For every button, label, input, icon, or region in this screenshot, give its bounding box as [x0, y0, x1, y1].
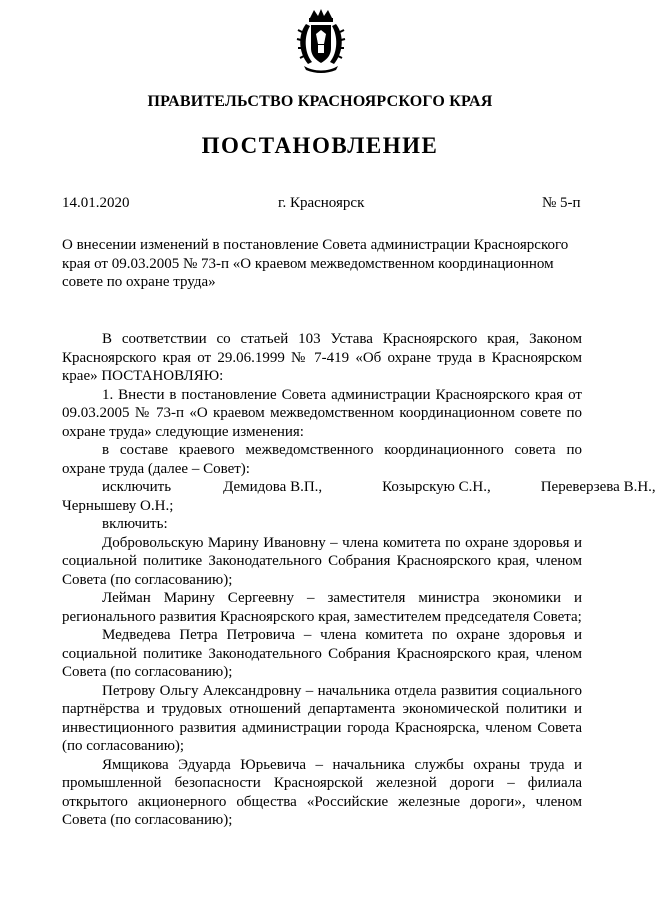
- include-label: включить:: [102, 516, 168, 532]
- excluded-members-line: [62, 478, 656, 497]
- document-body: [62, 330, 656, 830]
- included-member-paragraph: Добровольскую Марину Ивановну – члена комитета по охране здоровья и социальной политике Законодательного Собрания Красноярского края, членом Совета (по согласованию);: [62, 534, 582, 588]
- coat-of-arms-emblem: [296, 8, 346, 74]
- exclude-label: исключить: [102, 479, 172, 495]
- excluded-member: Переверзева В.Н.,: [540, 479, 656, 495]
- government-name-heading: ПРАВИТЕЛЬСТВО КРАСНОЯРСКОГО КРАЯ: [147, 93, 493, 110]
- document-subject: О внесении изменений в постановление Совета администрации Красноярского края от 09.03.2005 № 73-п «О краевом межведомственном координационном совете по охране труда»: [62, 237, 569, 290]
- document-type-title: ПОСТАНОВЛЕНИЕ: [201, 133, 439, 158]
- document-date: 14.01.2020: [62, 195, 130, 211]
- included-member-paragraph: Лейман Марину Сергеевну – заместителя министра экономики и регионального развития Красноярского края, заместителем председателя Совета;: [62, 590, 582, 625]
- preamble-paragraph: В соответствии со статьей 103 Устава Красноярского края, Законом Красноярского края от 29.06.1999 № 7-419 «Об охране труда в Красноярском крае» ПОСТАНОВЛЯЮ:: [62, 331, 582, 384]
- composition-intro-paragraph: в составе краевого межведомственного координационного совета по охране труда (далее – Совет):: [62, 442, 582, 477]
- excluded-member: Чернышеву О.Н.;: [62, 497, 174, 514]
- document-number: № 5-п: [542, 195, 581, 211]
- item-1-paragraph: 1. Внести в постановление Совета администрации Красноярского края от 09.03.2005 № 73-п «О краевом межведомственном координационном совете по охране труда» следующие изменения:: [62, 386, 582, 440]
- document-city: г. Красноярск: [278, 195, 365, 211]
- excluded-member: Демидова В.П.,: [223, 479, 323, 495]
- included-member-paragraph: Медведева Петра Петровича – члена комитета по охране здоровья и социальной политике Законодательного Собрания Красноярского края, членом Совета (по согласованию);: [62, 627, 582, 680]
- included-member-paragraph: Петрову Ольгу Александровну – начальника отдела развития социального партнёрства и трудовых отношений департамента экономической политики и инвестиционного развития администрации города Красноярска, членом Совета (по согласованию);: [62, 682, 582, 754]
- excluded-member: Козырскую С.Н.,: [382, 479, 491, 495]
- included-member-paragraph: Ямщикова Эдуарда Юрьевича – начальника службы охраны труда и промышленной безопасности Красноярской железной дороги – филиала открытого акционерного общества «Российские железные дороги», членом Совета (по согласованию);: [62, 756, 582, 828]
